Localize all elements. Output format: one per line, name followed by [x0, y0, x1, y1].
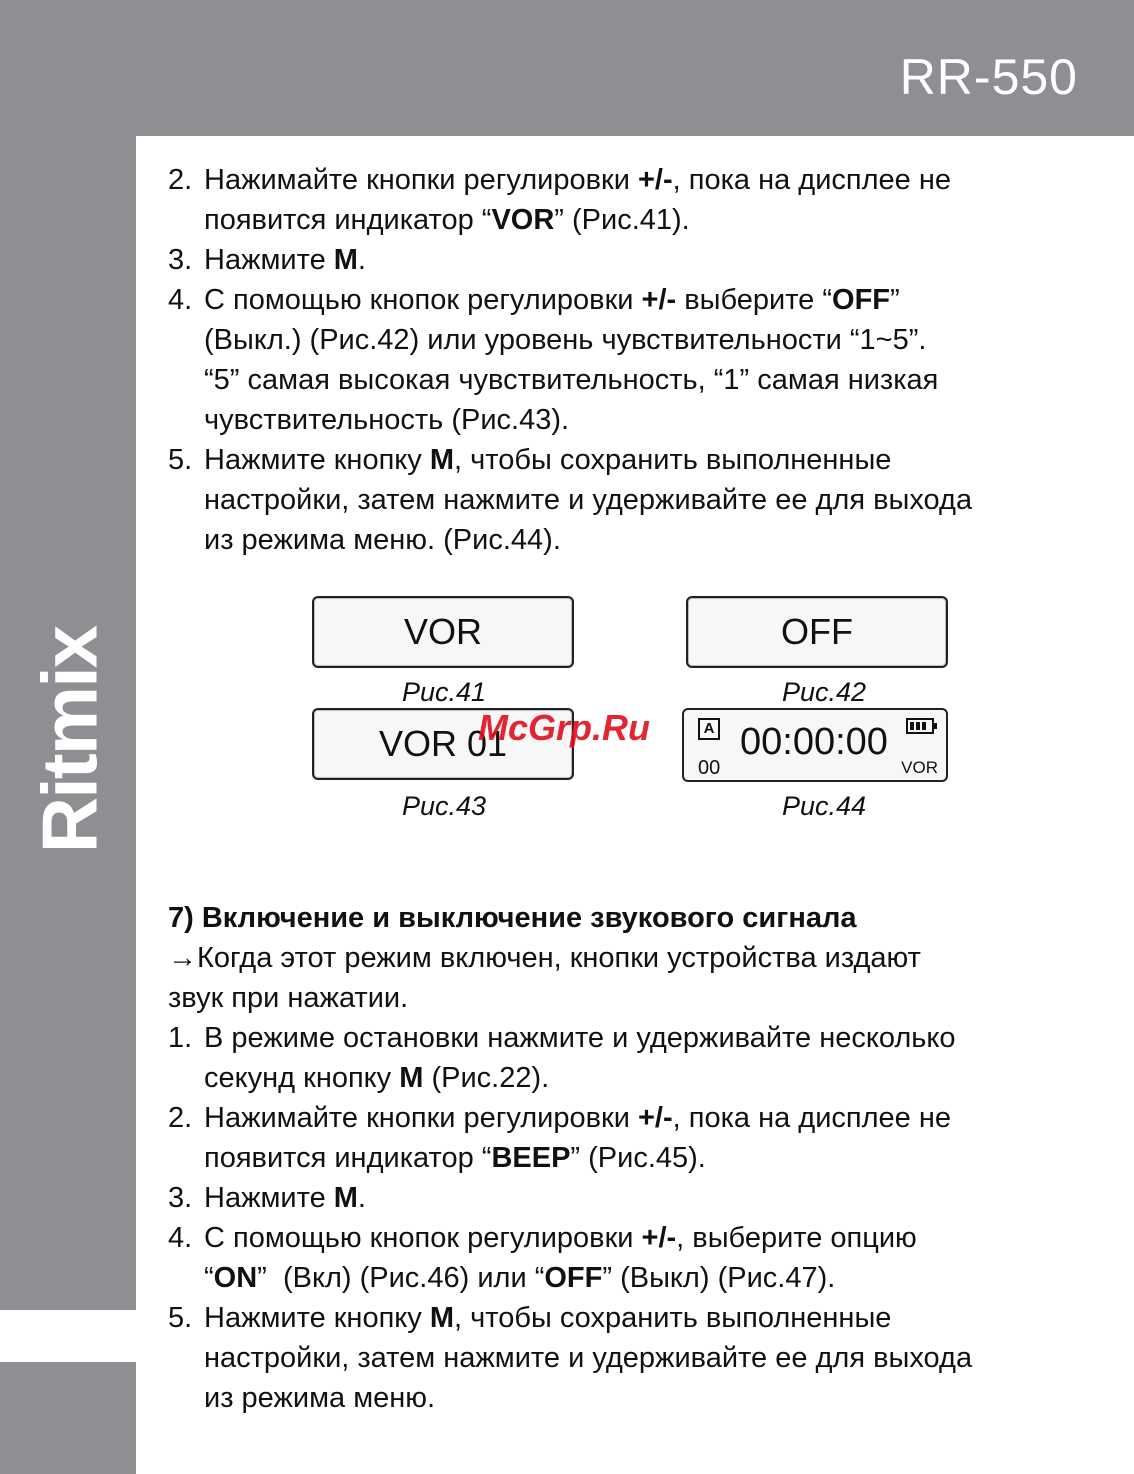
- vor-indicator: VOR: [901, 758, 938, 777]
- lcd-fig42: OFF: [686, 596, 948, 668]
- battery-icon: [906, 718, 934, 734]
- caption-fig43: Рис.43: [401, 791, 487, 821]
- model-title: RR-550: [899, 49, 1078, 105]
- page-content: [168, 160, 1088, 1418]
- watermark: McGrp.Ru: [478, 707, 651, 748]
- list2-item-1: 1. В режиме остановки нажмите и удерживайте несколько секунд кнопку M (Рис.22).: [168, 1022, 956, 1094]
- section-title: 7) Включение и выключение звукового сигнала: [168, 902, 857, 934]
- list2-item-5: 5. Нажмите кнопку M, чтобы сохранить выполненные настройки, затем нажмите и удерживайте ее для выхода из режима меню.: [168, 1302, 973, 1414]
- list2-item-4: 4. С помощью кнопок регулировки +/-, выберите опцию “ON” (Вкл) (Рис.46) или “OFF” (Выкл) (Рис.47).: [168, 1222, 917, 1294]
- section-intro-1: →Когда этот режим включен, кнопки устройства издают: [168, 942, 921, 974]
- lcd-fig44: [682, 708, 948, 782]
- mode-indicator: A: [698, 718, 720, 740]
- side-band-bottom: [0, 1362, 136, 1474]
- list1-item-5: 5. Нажмите кнопку M, чтобы сохранить выполненные настройки, затем нажмите и удерживайте ее для выхода из режима меню. (Рис.44).: [168, 444, 973, 556]
- caption-fig42: Рис.42: [781, 677, 867, 707]
- figures: [168, 592, 1088, 850]
- list1-item-3: 3. Нажмите M.: [168, 244, 366, 276]
- caption-fig41: Рис.41: [401, 677, 487, 707]
- lcd-fig41: VOR: [312, 596, 574, 668]
- list1-item-2: 2. Нажимайте кнопки регулировки +/-, пока на дисплее не появится индикатор “VOR” (Рис.41).: [168, 164, 952, 236]
- list2-item-3: 3. Нажмите M.: [168, 1182, 366, 1214]
- list1-item-4: 4. С помощью кнопок регулировки +/- выберите “OFF” (Выкл.) (Рис.42) или уровень чувствительности “1~5”. “5” самая высокая чувствительность, “1” самая низкая чувствительность (Рис.43).: [168, 284, 939, 436]
- time-display: 00:00:00: [740, 721, 888, 763]
- section-intro-2: звук при нажатии.: [168, 982, 409, 1014]
- lcd-fig43: VOR 01: [312, 708, 574, 780]
- brand-logo: Ritmix: [25, 626, 114, 854]
- list2-item-2: 2. Нажимайте кнопки регулировки +/-, пока на дисплее не появится индикатор “BEEP” (Рис.45).: [168, 1102, 952, 1174]
- counter: 00: [698, 757, 721, 779]
- caption-fig44: Рис.44: [781, 791, 867, 821]
